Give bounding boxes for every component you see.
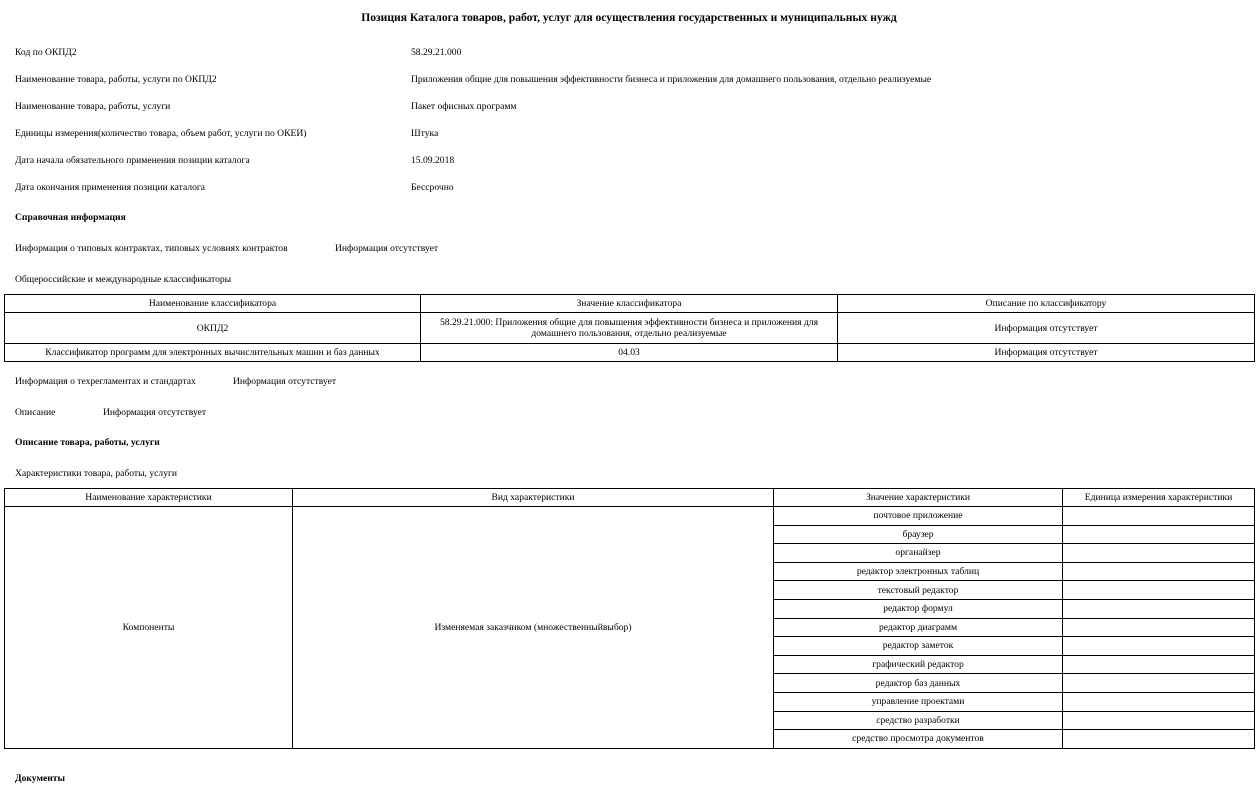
column-header: Описание по классификатору bbox=[838, 295, 1255, 313]
contracts-label: Информация о типовых контрактах, типовых условиях контрактов bbox=[15, 243, 288, 254]
column-header: Вид характеристики bbox=[293, 489, 774, 507]
description-value: Информация отсутствует bbox=[103, 407, 207, 418]
classifiers-heading: Общероссийские и международные классификаторы bbox=[15, 274, 232, 285]
page-title: Позиция Каталога товаров, работ, услуг для осуществления государственных и муниципальных нужд bbox=[361, 11, 897, 24]
characteristic-unit bbox=[1063, 562, 1255, 581]
characteristic-value: редактор электронных таблиц bbox=[774, 562, 1063, 581]
table-cell: Информация отсутствует bbox=[838, 313, 1255, 344]
regulations-value: Информация отсутствует bbox=[233, 376, 337, 387]
field-label: Дата начала обязательного применения позиции каталога bbox=[15, 155, 250, 166]
characteristic-unit bbox=[1063, 618, 1255, 637]
table-header-row bbox=[5, 295, 1255, 313]
column-header: Наименование характеристики bbox=[5, 489, 293, 507]
characteristic-unit bbox=[1063, 637, 1255, 656]
characteristic-unit bbox=[1063, 507, 1255, 526]
characteristic-value: редактор заметок bbox=[774, 637, 1063, 656]
regulations-label: Информация о техрегламентах и стандартах bbox=[15, 376, 196, 387]
characteristic-value: текстовый редактор bbox=[774, 581, 1063, 600]
column-header: Значение классификатора bbox=[421, 295, 838, 313]
characteristic-kind: Изменяемая заказчиком (множественныйвыбор) bbox=[293, 507, 774, 749]
documents-heading: Документы bbox=[15, 773, 65, 784]
table-cell: ОКПД2 bbox=[5, 313, 421, 344]
characteristic-value: редактор диаграмм bbox=[774, 618, 1063, 637]
column-header: Значение характеристики bbox=[774, 489, 1063, 507]
field-value: Приложения общие для повышения эффективности бизнеса и приложения для домашнего пользования, отдельно реализуемые bbox=[411, 74, 932, 85]
characteristic-unit bbox=[1063, 655, 1255, 674]
table-row bbox=[5, 313, 1255, 344]
reference-heading: Справочная информация bbox=[15, 212, 126, 223]
characteristic-unit bbox=[1063, 730, 1255, 749]
item-description-heading: Описание товара, работы, услуги bbox=[15, 437, 160, 448]
characteristic-value: редактор баз данных bbox=[774, 674, 1063, 693]
characteristics-table bbox=[4, 488, 1255, 749]
field-label: Единицы измерения(количество товара, объем работ, услуги по ОКЕИ) bbox=[15, 128, 307, 139]
characteristic-value: органайзер bbox=[774, 544, 1063, 563]
classifiers-table bbox=[4, 294, 1255, 362]
field-value: Пакет офисных программ bbox=[411, 101, 517, 112]
characteristic-value: браузер bbox=[774, 525, 1063, 544]
contracts-value: Информация отсутствует bbox=[335, 243, 439, 254]
field-label: Дата окончания применения позиции каталога bbox=[15, 182, 206, 193]
field-value: Штука bbox=[411, 128, 439, 139]
table-cell: 04.03 bbox=[421, 344, 838, 362]
table-row bbox=[5, 344, 1255, 362]
column-header: Наименование классификатора bbox=[5, 295, 421, 313]
table-cell: 58.29.21.000: Приложения общие для повышения эффективности бизнеса и приложения для домашнего пользования, отдельно реализуемые bbox=[421, 313, 838, 344]
table-cell: Классификатор программ для электронных вычислительных машин и баз данных bbox=[5, 344, 421, 362]
characteristic-unit bbox=[1063, 544, 1255, 563]
description-label: Описание bbox=[15, 407, 56, 418]
table-header-row bbox=[5, 489, 1255, 507]
characteristics-heading: Характеристики товара, работы, услуги bbox=[15, 468, 178, 479]
field-label: Наименование товара, работы, услуги bbox=[15, 101, 171, 112]
field-value: Бессрочно bbox=[411, 182, 454, 193]
characteristic-unit bbox=[1063, 599, 1255, 618]
characteristic-unit bbox=[1063, 692, 1255, 711]
table-row bbox=[5, 507, 1255, 526]
characteristic-unit bbox=[1063, 525, 1255, 544]
characteristic-name: Компоненты bbox=[5, 507, 293, 749]
column-header: Единица измерения характеристики bbox=[1063, 489, 1255, 507]
field-value: 58.29.21.000 bbox=[411, 47, 462, 58]
characteristic-value: управление проектами bbox=[774, 692, 1063, 711]
characteristic-value: редактор формул bbox=[774, 599, 1063, 618]
characteristic-unit bbox=[1063, 711, 1255, 730]
characteristic-value: средство разработки bbox=[774, 711, 1063, 730]
characteristic-value: графический редактор bbox=[774, 655, 1063, 674]
field-value: 15.09.2018 bbox=[411, 155, 455, 166]
field-label: Код по ОКПД2 bbox=[15, 47, 77, 58]
table-cell: Информация отсутствует bbox=[838, 344, 1255, 362]
field-label: Наименование товара, работы, услуги по ОКПД2 bbox=[15, 74, 217, 85]
characteristic-value: средство просмотра документов bbox=[774, 730, 1063, 749]
characteristic-unit bbox=[1063, 674, 1255, 693]
characteristic-value: почтовое приложение bbox=[774, 507, 1063, 526]
characteristic-unit bbox=[1063, 581, 1255, 600]
